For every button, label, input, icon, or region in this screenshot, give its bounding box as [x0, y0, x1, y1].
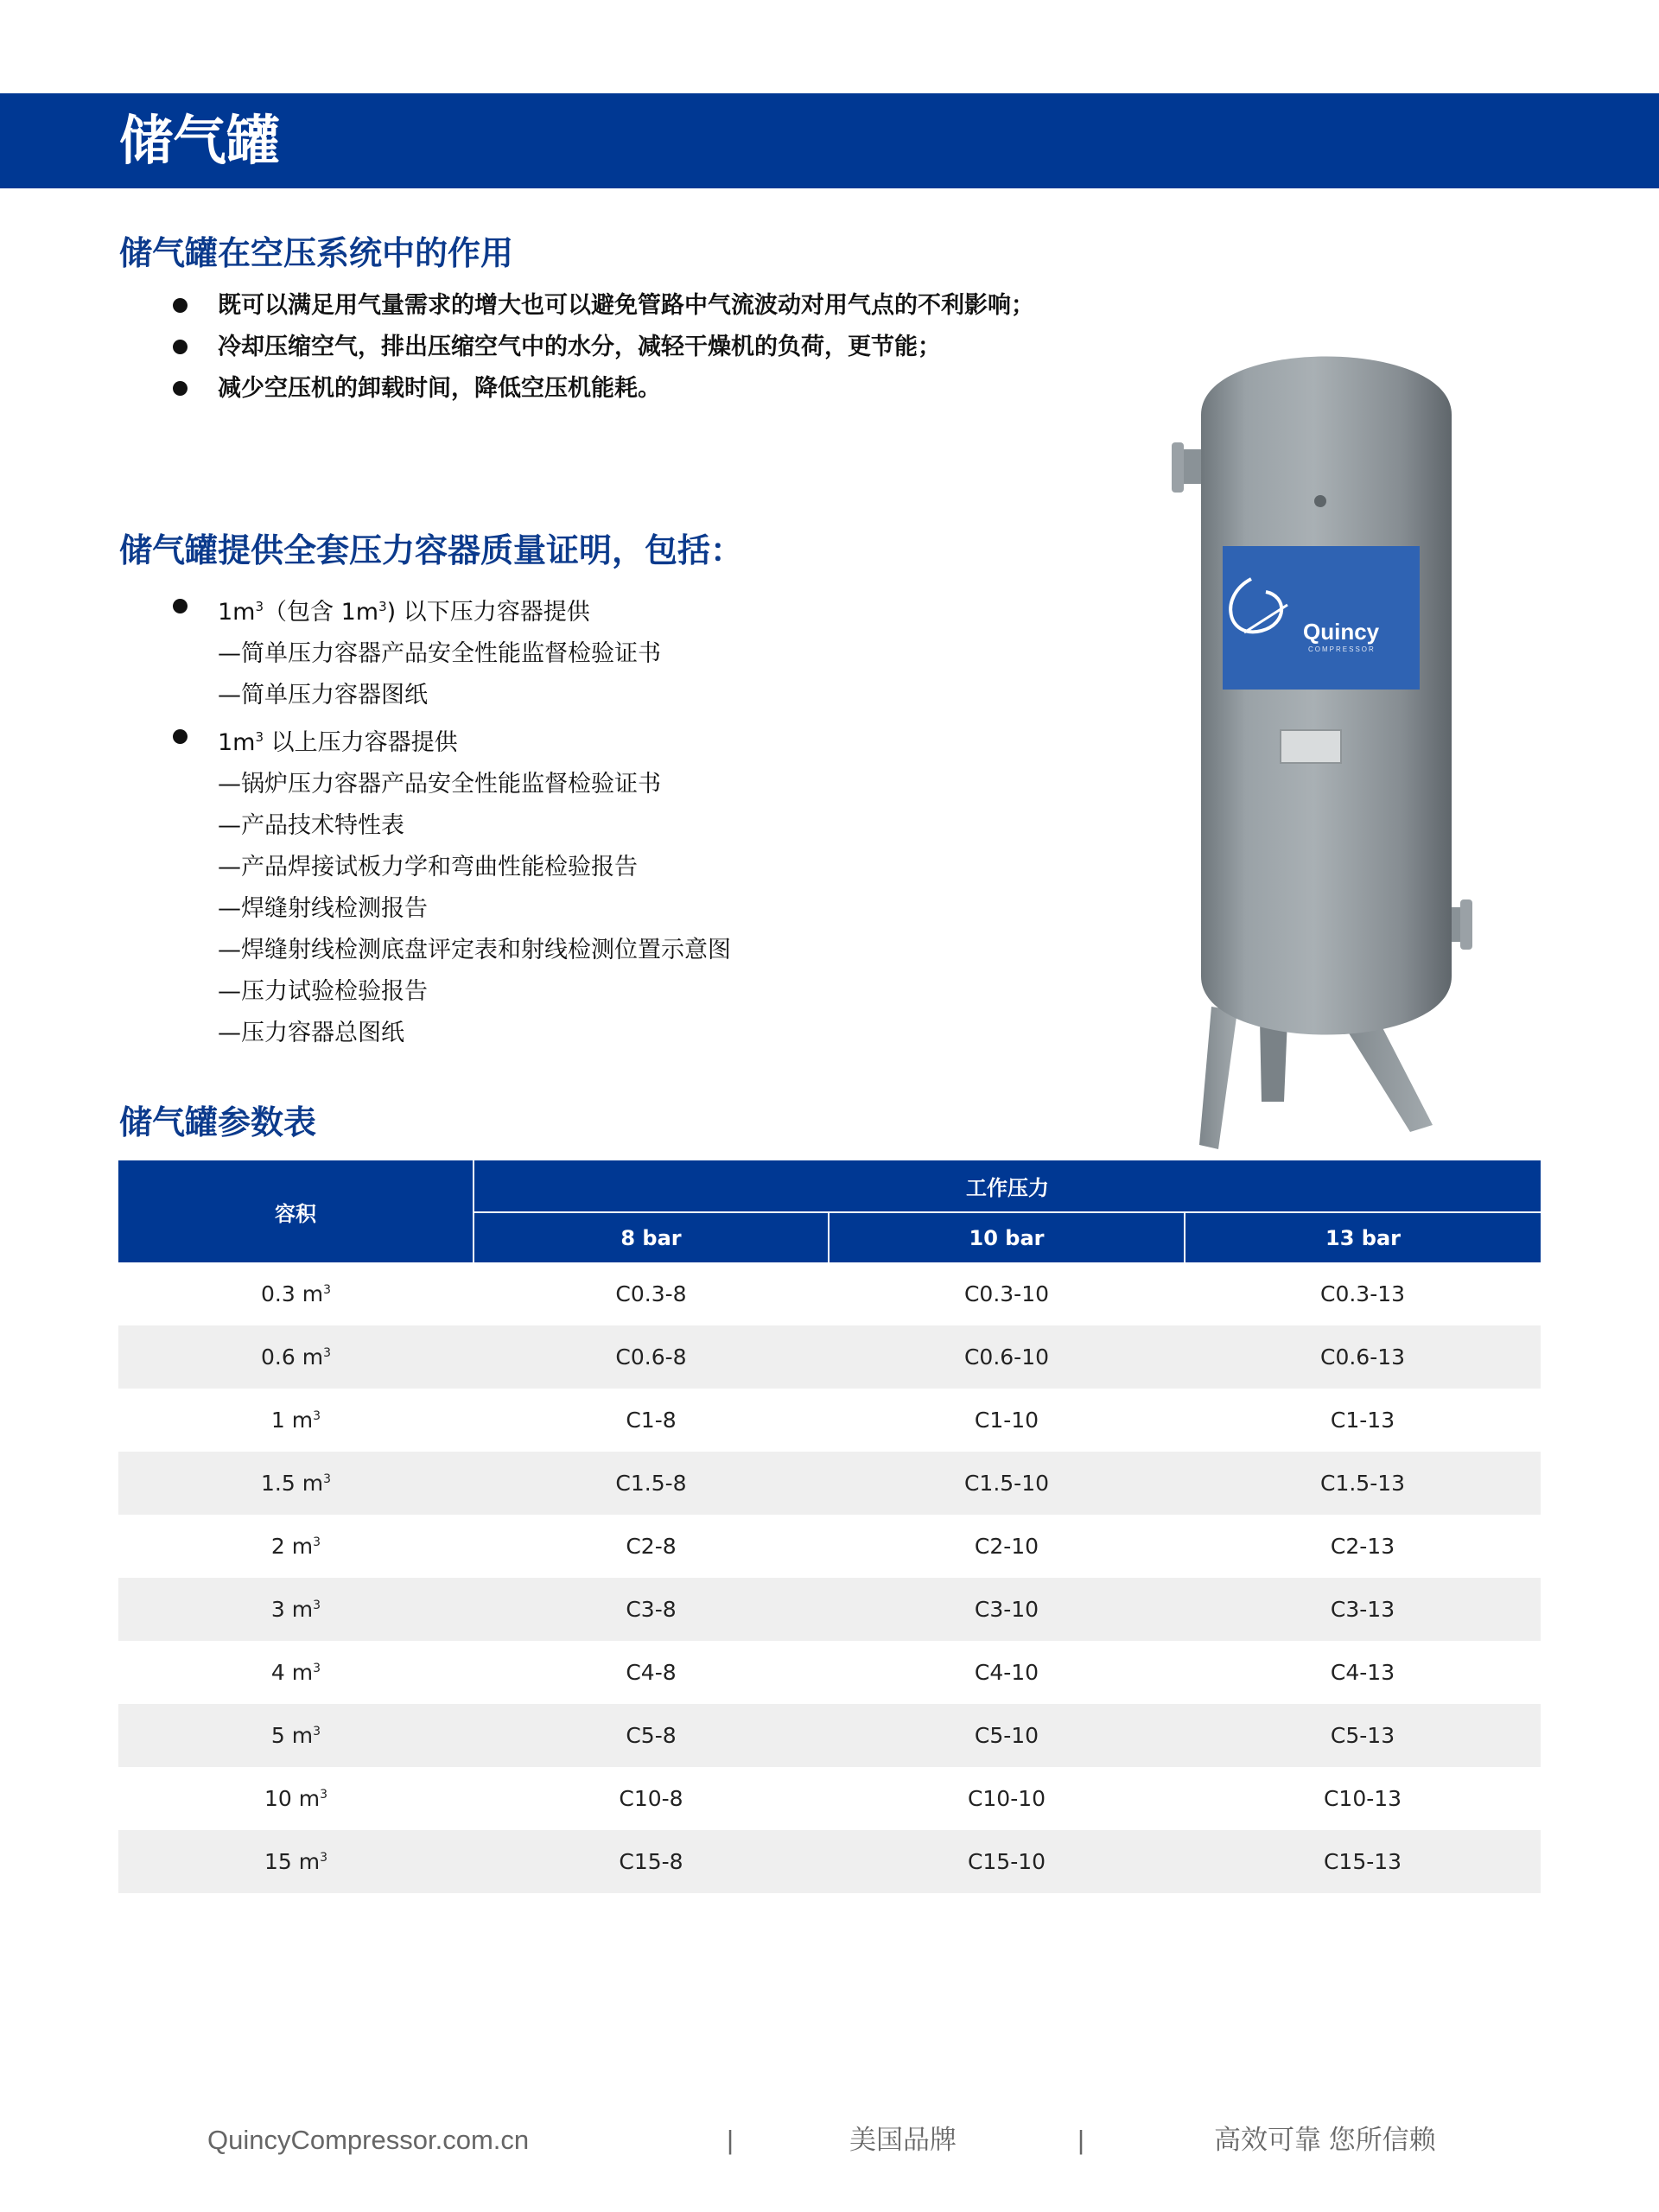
- model-cell: C2-10: [974, 1534, 1039, 1559]
- bullet-icon: [173, 729, 188, 744]
- role-heading: 储气罐在空压系统中的作用: [119, 234, 514, 272]
- model-cell: C0.3-8: [615, 1281, 687, 1306]
- table-row: [118, 1767, 1541, 1830]
- list-subitem: —锅炉压力容器产品安全性能监督检验证书: [218, 771, 661, 798]
- list-subitem: —焊缝射线检测报告: [218, 895, 428, 922]
- model-cell: C4-10: [974, 1660, 1039, 1685]
- column-header-volume: 容积: [118, 1160, 474, 1262]
- list-item: 减少空压机的卸载时间，降低空压机能耗。: [173, 368, 1034, 410]
- model-cell: C1.5-13: [1185, 1452, 1541, 1515]
- air-tank-image: [1158, 320, 1486, 1158]
- list-subitem: —产品技术特性表: [218, 812, 404, 839]
- model-cell: C10-8: [619, 1786, 683, 1811]
- air-tank-illustration: [1158, 320, 1486, 1158]
- model-cell: C15-13: [1185, 1830, 1541, 1893]
- footer-slogan: 高效可靠 您所信赖: [1214, 2125, 1436, 2155]
- list-item: $1m^3$（包含 $1m^3$) 以下压力容器提供: [173, 586, 731, 633]
- footer-separator: |: [727, 2125, 734, 2155]
- bullet-icon: [173, 298, 188, 313]
- list-subitem: —简单压力容器图纸: [218, 682, 428, 709]
- table-row: [118, 1830, 1541, 1893]
- tank-nameplate: [1281, 730, 1341, 763]
- page-footer: [0, 2120, 1659, 2160]
- model-cell: C0.6-10: [829, 1325, 1185, 1389]
- table-body: [118, 1262, 1541, 1893]
- volume-cell: 15 $m^3$: [118, 1830, 474, 1893]
- model-cell: C10-10: [967, 1786, 1046, 1811]
- table-row: [118, 1515, 1541, 1578]
- model-cell: C3-8: [474, 1578, 829, 1641]
- volume-cell: 1.5 $m^3$: [118, 1452, 474, 1515]
- column-header-pressure: 工作压力: [474, 1160, 1541, 1212]
- model-cell: C1-10: [974, 1408, 1039, 1433]
- model-cell: C1.5-8: [474, 1452, 829, 1515]
- list-subitem: —简单压力容器产品安全性能监督检验证书: [218, 640, 661, 667]
- quincy-label: [1223, 546, 1420, 690]
- model-cell: C1.5-10: [829, 1452, 1185, 1515]
- model-cell: C1-8: [626, 1408, 677, 1433]
- model-cell: C5-8: [474, 1704, 829, 1767]
- column-header-13bar: 13 bar: [1185, 1212, 1541, 1262]
- model-cell: C1-13: [1330, 1408, 1395, 1433]
- table-row: [118, 1262, 1541, 1325]
- model-cell: C10-13: [1323, 1786, 1402, 1811]
- title-banner: [0, 93, 1659, 188]
- quincy-logo-text: Quincy: [1303, 619, 1380, 645]
- tank-flange: [1172, 442, 1184, 493]
- volume-cell: 2 $m^3$: [270, 1534, 321, 1559]
- footer-brand: 美国品牌: [849, 2125, 957, 2155]
- table-row: [118, 1452, 1541, 1515]
- list-subitem: —压力试验检验报告: [218, 978, 428, 1005]
- volume-cell: 0.3 $m^3$: [261, 1281, 331, 1306]
- column-header-8bar: 8 bar: [474, 1212, 829, 1262]
- spec-table: [118, 1160, 1541, 1893]
- model-cell: C15-8: [474, 1830, 829, 1893]
- table-heading: 储气罐参数表: [119, 1103, 317, 1141]
- table-row: [118, 1641, 1541, 1704]
- list-subitem: —产品焊接试板力学和弯曲性能检验报告: [218, 854, 638, 880]
- page-title: 储气罐: [119, 109, 281, 172]
- list-item: 冷却压缩空气，排出压缩空气中的水分，减轻干燥机的负荷，更节能；: [173, 327, 1034, 368]
- role-list: [173, 285, 1034, 410]
- volume-cell: 10 $m^3$: [264, 1786, 328, 1811]
- model-cell: C5-10: [829, 1704, 1185, 1767]
- volume-cell: 1 $m^3$: [270, 1408, 321, 1433]
- list-subitem: —压力容器总图纸: [218, 1020, 404, 1046]
- certs-heading: 储气罐提供全套压力容器质量证明，包括：: [119, 531, 744, 569]
- model-cell: C3-10: [829, 1578, 1185, 1641]
- bullet-icon: [173, 340, 188, 354]
- volume-cell: 4 $m^3$: [270, 1660, 321, 1685]
- model-cell: C2-13: [1330, 1534, 1395, 1559]
- model-cell: C0.6-13: [1185, 1325, 1541, 1389]
- list-subitem: —焊缝射线检测底盘评定表和射线检测位置示意图: [218, 937, 731, 963]
- volume-cell: 5 $m^3$: [118, 1704, 474, 1767]
- volume-cell: 0.6 $m^3$: [118, 1325, 474, 1389]
- tank-leg: [1199, 1007, 1237, 1149]
- model-cell: C0.3-13: [1319, 1281, 1406, 1306]
- quincy-logo-subtext: COMPRESSOR: [1308, 645, 1376, 653]
- footer-website: QuincyCompressor.com.cn: [207, 2125, 530, 2155]
- bullet-icon: [173, 381, 188, 396]
- tank-leg: [1260, 1020, 1287, 1102]
- footer-separator: |: [1077, 2125, 1085, 2155]
- table-row: [118, 1578, 1541, 1641]
- column-header-10bar: 10 bar: [829, 1212, 1185, 1262]
- table-row: [118, 1704, 1541, 1767]
- tank-body: [1201, 357, 1452, 1035]
- model-cell: C0.6-8: [474, 1325, 829, 1389]
- model-cell: C4-8: [626, 1660, 677, 1685]
- table-row: [118, 1389, 1541, 1452]
- certs-list: [173, 586, 731, 1054]
- model-cell: C0.3-10: [963, 1281, 1050, 1306]
- model-cell: C15-10: [829, 1830, 1185, 1893]
- table-row: [118, 1325, 1541, 1389]
- model-cell: C2-8: [626, 1534, 677, 1559]
- table-header-row: [118, 1160, 1541, 1212]
- model-cell: C5-13: [1185, 1704, 1541, 1767]
- tank-port: [1314, 495, 1326, 507]
- tank-flange: [1460, 899, 1472, 950]
- model-cell: C4-13: [1330, 1660, 1395, 1685]
- list-item: 既可以满足用气量需求的增大也可以避免管路中气流波动对用气点的不利影响；: [173, 285, 1034, 327]
- bullet-icon: [173, 599, 188, 613]
- model-cell: C3-13: [1185, 1578, 1541, 1641]
- volume-cell: 3 $m^3$: [118, 1578, 474, 1641]
- list-item: $1m^3$ 以上压力容器提供: [173, 716, 731, 764]
